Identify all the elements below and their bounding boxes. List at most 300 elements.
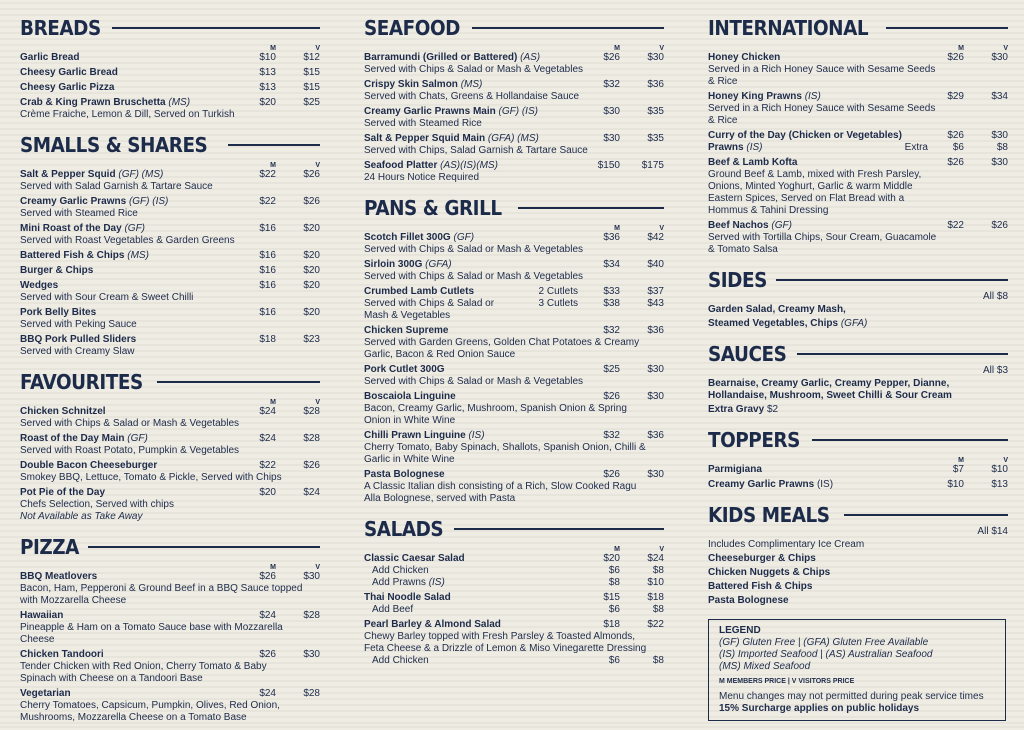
header-rule: [776, 279, 1008, 281]
visitor-price: $18: [647, 592, 664, 603]
item-row: [364, 106, 664, 118]
visitor-price: $26: [303, 196, 320, 207]
menu-item: [20, 265, 320, 277]
menu-item: [20, 406, 320, 430]
section-line: [708, 581, 1008, 593]
item-row: [364, 619, 664, 631]
menu-item: [364, 160, 664, 184]
line-text: Pasta Bolognese: [708, 595, 789, 606]
item-description: Served with Tortilla Chips, Sour Cream, Guacamole & Tomato Salsa: [708, 232, 937, 255]
item-name: [364, 619, 584, 631]
addon-name: [372, 604, 584, 616]
item-row: [364, 430, 664, 442]
all-price: All $3: [982, 365, 1008, 376]
menu-item: [20, 487, 320, 523]
menu-item: [20, 223, 320, 247]
section-header: [20, 127, 320, 169]
item-note-text: Not Available as Take Away: [20, 511, 143, 522]
menu-item: [364, 106, 664, 130]
line-text: Extra Gravy: [708, 404, 765, 415]
legend-box: [708, 619, 1006, 721]
menu-item: [708, 91, 1008, 127]
menu-item: [364, 592, 664, 616]
item-name: [708, 91, 928, 103]
item-name-text: Wedges: [20, 280, 59, 291]
item-row: [20, 169, 320, 181]
member-price: $22: [259, 196, 276, 207]
menu-column-right: [708, 10, 1008, 721]
dietary-tag: (GF) (MS): [118, 169, 164, 180]
item-description: 24 Hours Notice Required: [364, 172, 480, 183]
item-description: Served with Chats, Greens & Hollandaise Sauce: [364, 91, 580, 102]
member-price: $13: [259, 82, 276, 93]
item-row: [20, 406, 320, 418]
section-items: [364, 232, 664, 505]
item-row: [20, 334, 320, 346]
visitor-price: $8: [996, 142, 1008, 153]
visitors-label: V: [315, 162, 320, 169]
member-price: $18: [259, 334, 276, 345]
menu-item: [364, 79, 664, 103]
item-name: [364, 592, 584, 604]
visitor-price: $30: [647, 52, 664, 63]
member-price: $20: [259, 97, 276, 108]
dietary-tag: (AS): [520, 52, 541, 63]
members-label: M: [614, 45, 620, 52]
member-price: $26: [259, 571, 276, 582]
menu-item: [20, 433, 320, 457]
header-rule: [228, 144, 320, 146]
member-price: $38: [603, 298, 620, 309]
item-name-text: Creamy Garlic Prawns: [20, 196, 127, 207]
item-description: Ground Beef & Lamb, mixed with Fresh Parsley, Onions, Minted Yoghurt, Garlic & warm Middle Eastern Spices, Served on Flat Bread with a Hommus & Tahini Dressing: [708, 169, 922, 216]
members-label: M: [270, 162, 276, 169]
item-row: [708, 464, 1008, 476]
member-price: $6: [952, 142, 964, 153]
section-items: [20, 52, 320, 121]
member-price: $26: [603, 52, 620, 63]
item-row: [20, 487, 320, 499]
menu-item: [20, 610, 320, 646]
dietary-tag: (GFA): [840, 318, 868, 329]
member-price: $26: [259, 649, 276, 660]
price-column-labels: [240, 399, 320, 406]
item-description: Served with Peking Sauce: [20, 319, 137, 330]
item-name-text: Chilli Prawn Linguine: [364, 430, 466, 441]
item-name: [364, 430, 584, 442]
member-price: $6: [608, 655, 620, 666]
section-title: PANS & GRILL: [364, 196, 502, 220]
legend-text: (IS) Imported Seafood | (AS) Australian Seafood: [719, 649, 933, 660]
visitor-price: $42: [647, 232, 664, 243]
item-name-text: Double Bacon Cheeseburger: [20, 460, 158, 471]
item-name: [364, 232, 584, 244]
member-price: $26: [947, 157, 964, 168]
item-description: Tender Chicken with Red Onion, Cherry Tomato & Baby Spinach with Cheese on a Tandoori Base: [20, 661, 267, 684]
section-header: [708, 262, 1008, 302]
visitor-price: $30: [303, 571, 320, 582]
item-name-text: Roast of the Day Main: [20, 433, 125, 444]
item-row: [20, 307, 320, 319]
item-description: Served with Chips & Salad or Mash & Vegetables: [364, 271, 584, 282]
section-title: PIZZA: [20, 535, 79, 559]
item-name: [364, 286, 539, 298]
visitor-price: $36: [647, 79, 664, 90]
item-name-text: Pork Belly Bites: [20, 307, 97, 318]
item-description: Served with Chips & Salad or Mash & Vegetables: [364, 376, 584, 387]
section-pizza: [20, 529, 320, 724]
item-row: [364, 133, 664, 145]
member-price: $22: [947, 220, 964, 231]
item-name-text: Chicken Supreme: [364, 325, 449, 336]
dietary-tag: (IS): [428, 577, 445, 588]
item-name-text: Creamy Garlic Prawns: [708, 479, 815, 490]
item-name-text: Beef & Lamb Kofta: [708, 157, 798, 168]
visitor-price: $36: [647, 430, 664, 441]
item-description: Bacon, Creamy Garlic, Mushroom, Spanish Onion & Spring Onion in White Wine: [364, 403, 627, 426]
section-international: [708, 10, 1008, 256]
section-items: [364, 553, 664, 667]
legend-line: [719, 661, 995, 673]
item-name-text: Sirloin 300G: [364, 259, 423, 270]
item-name-text: Parmigiana: [708, 464, 762, 475]
member-price: $7: [952, 464, 964, 475]
header-rule: [797, 353, 1008, 355]
line-text: Cheeseburger & Chips: [708, 553, 816, 564]
item-name: [20, 649, 240, 661]
item-name: [20, 460, 240, 472]
addon-text: Add Beef: [372, 604, 414, 615]
header-rule: [886, 27, 1008, 29]
member-price: $29: [947, 91, 964, 102]
section-line: [708, 378, 1008, 402]
item-description: Served with Steamed Rice: [364, 118, 482, 129]
header-rule: [88, 546, 320, 548]
item-name: [20, 67, 240, 79]
menu-item: [364, 133, 664, 157]
section-items: [708, 464, 1008, 491]
item-description: Bacon, Ham, Pepperoni & Ground Beef in a BBQ Sauce topped with Mozzarella Cheese: [20, 583, 303, 606]
section-items: [708, 539, 1008, 607]
item-name: [364, 160, 584, 172]
item-description: Served with Chips, Salad Garnish & Tartare Sauce: [364, 145, 588, 156]
menu-item: [20, 250, 320, 262]
item-name: [364, 364, 584, 376]
section-title: BREADS: [20, 16, 101, 40]
visitor-price: $35: [647, 106, 664, 117]
section-line: [708, 404, 1008, 416]
line-text: Chicken Nuggets & Chips: [708, 567, 831, 578]
visitor-price: $40: [647, 259, 664, 270]
item-name: [20, 334, 240, 346]
dietary-tag: (MS): [168, 97, 191, 108]
item-name-text: Salt & Pepper Squid Main: [364, 133, 486, 144]
visitor-price: $28: [303, 688, 320, 699]
item-row: [20, 52, 320, 64]
item-row: [364, 259, 664, 271]
menu-item: [20, 307, 320, 331]
item-name-text: Boscaiola Linguine: [364, 391, 456, 402]
member-price: $15: [603, 592, 620, 603]
menu-item: [20, 688, 320, 724]
visitor-price: $24: [647, 553, 664, 564]
item-description: Served with Chips & Salad or Mash & Vegetables: [364, 64, 584, 75]
dietary-tag: (GF): [127, 433, 148, 444]
menu-item: [364, 325, 664, 361]
item-note: [20, 511, 320, 523]
item-name: [20, 307, 240, 319]
visitor-price: $20: [303, 223, 320, 234]
visitor-price: $30: [991, 130, 1008, 141]
member-price: $22: [259, 460, 276, 471]
member-price: $32: [603, 430, 620, 441]
legend-note: Menu changes may not permitted during peak service times: [719, 691, 984, 702]
section-line: [708, 318, 1008, 330]
price-column-labels: [928, 457, 1008, 464]
dietary-tag: (MS): [127, 250, 149, 261]
item-row: [708, 142, 1008, 154]
item-description: Mash & Vegetables: [364, 310, 451, 321]
visitor-price: $20: [303, 307, 320, 318]
item-row: [708, 91, 1008, 103]
member-price: $6: [608, 565, 620, 576]
section-header: [364, 511, 664, 553]
visitors-label: V: [315, 45, 320, 52]
item-name: [20, 196, 240, 208]
item-name: [20, 265, 240, 277]
visitor-price: $8: [652, 565, 664, 576]
item-name-text: Beef Nachos: [708, 220, 769, 231]
visitor-price: $35: [647, 133, 664, 144]
members-label: M: [270, 564, 276, 571]
item-row: [708, 479, 1008, 491]
item-name-text: Burger & Chips: [20, 265, 94, 276]
item-name: [20, 406, 240, 418]
menu-column-middle: [364, 10, 664, 673]
dietary-tag: (AS)(IS)(MS): [440, 160, 498, 171]
section-items: [20, 169, 320, 358]
member-price: $16: [259, 307, 276, 318]
header-rule: [454, 528, 664, 530]
line-text: Includes Complimentary Ice Cream: [708, 539, 865, 550]
item-name: [364, 553, 584, 565]
item-row: [20, 265, 320, 277]
item-row: [20, 223, 320, 235]
section-line: [708, 304, 1008, 316]
legend-text: (MS) Mixed Seafood: [719, 661, 811, 672]
section-title: FAVOURITES: [20, 370, 143, 394]
section-favourites: [20, 364, 320, 523]
visitor-price: $20: [303, 265, 320, 276]
item-name: [364, 52, 584, 64]
member-price: $24: [259, 406, 276, 417]
item-description: Smokey BBQ, Lettuce, Tomato & Pickle, Served with Chips: [20, 472, 282, 483]
item-row: [364, 298, 664, 310]
item-name-text: Mini Roast of the Day: [20, 223, 122, 234]
section-pans-grill: [364, 190, 664, 505]
visitor-price: $30: [991, 52, 1008, 63]
visitors-label: V: [659, 225, 664, 232]
menu-item: [708, 130, 1008, 154]
dietary-tag: (IS): [746, 142, 763, 153]
header-rule: [518, 207, 664, 209]
menu-item: [364, 52, 664, 76]
member-price: $30: [603, 133, 620, 144]
dietary-tag: (GF) (IS): [128, 196, 169, 207]
visitor-price: $28: [303, 406, 320, 417]
section-breads: [20, 10, 320, 121]
item-row: [20, 280, 320, 292]
item-row: [708, 220, 1008, 232]
line-text: Battered Fish & Chips: [708, 581, 813, 592]
addon-text: Add Prawns: [372, 577, 426, 588]
member-price: $26: [603, 469, 620, 480]
item-row: [364, 325, 664, 337]
item-row: [708, 52, 1008, 64]
section-line: [708, 595, 1008, 607]
section-sauces: [708, 336, 1008, 416]
item-row: [20, 571, 320, 583]
section-items: [364, 52, 664, 184]
dietary-tag: (GF): [453, 232, 475, 243]
price-column-labels: [584, 45, 664, 52]
item-name: [364, 106, 584, 118]
menu-item: [20, 169, 320, 193]
member-price: $20: [603, 553, 620, 564]
item-row: [364, 469, 664, 481]
header-rule: [472, 27, 664, 29]
section-header: [364, 190, 664, 232]
addon-name: [372, 655, 584, 667]
item-row: [20, 196, 320, 208]
menu-item: [364, 391, 664, 427]
visitor-price: $34: [991, 91, 1008, 102]
line-text: Garden Salad, Creamy Mash,: [708, 304, 846, 315]
item-description: Served with Garden Greens, Golden Chat Potatoes & Creamy Garlic, Bacon & Red Onion Sauce: [364, 337, 640, 360]
item-name-text: Scotch Fillet 300G: [364, 232, 451, 243]
item-name-text: Curry of the Day (Chicken or Vegetables): [708, 130, 902, 141]
price-column-labels: [240, 564, 320, 571]
visitors-label: V: [315, 399, 320, 406]
section-header: [708, 497, 1008, 537]
visitor-price: $28: [303, 610, 320, 621]
section-sides: [708, 262, 1008, 330]
item-description: Served with Sour Cream & Sweet Chilli: [20, 292, 194, 303]
visitor-price: $15: [303, 82, 320, 93]
item-name-text: Classic Caesar Salad: [364, 553, 465, 564]
member-price: $16: [259, 280, 276, 291]
dietary-tag: (GF): [124, 223, 146, 234]
item-name-text: Cheesy Garlic Bread: [20, 67, 118, 78]
dietary-tag: (GF): [771, 220, 792, 231]
item-name: [20, 52, 240, 64]
member-price: $34: [603, 259, 620, 270]
item-description: Served with Steamed Rice: [20, 208, 138, 219]
menu-item: [708, 464, 1008, 476]
members-label: M: [614, 546, 620, 553]
menu-item: [20, 52, 320, 64]
addon-row: [364, 565, 664, 577]
menu-item: [364, 619, 664, 667]
item-description: Served with Creamy Slaw: [20, 346, 135, 357]
members-label: M: [958, 45, 964, 52]
price-column-labels: [928, 45, 1008, 52]
members-label: M: [958, 457, 964, 464]
section-items: [20, 571, 320, 724]
item-row: [364, 79, 664, 91]
item-name: [708, 52, 928, 64]
section-title: INTERNATIONAL: [708, 16, 869, 40]
item-row: [364, 160, 664, 172]
member-price: $32: [603, 79, 620, 90]
line-price: $2: [766, 404, 779, 415]
item-description: Served with Roast Potato, Pumpkin & Vegetables: [20, 445, 240, 456]
item-name: [20, 487, 240, 499]
header-rule: [112, 27, 320, 29]
item-name: [20, 250, 240, 262]
visitor-price: $26: [991, 220, 1008, 231]
item-name: [20, 571, 240, 583]
visitor-price: $10: [647, 577, 664, 588]
section-header: [20, 10, 320, 52]
menu-column-left: [20, 10, 320, 730]
dietary-tag: (IS): [804, 91, 821, 102]
item-name-text: Salt & Pepper Squid: [20, 169, 116, 180]
member-price: $22: [259, 169, 276, 180]
legend-line: [719, 637, 995, 649]
item-row: [20, 649, 320, 661]
price-column-labels: [240, 45, 320, 52]
visitor-price: $30: [991, 157, 1008, 168]
visitor-price: $13: [991, 479, 1008, 490]
member-price: $36: [603, 232, 620, 243]
option-label: 2 Cutlets: [538, 286, 578, 297]
item-name-text: Thai Noodle Salad: [364, 592, 451, 603]
item-name-text: Chicken Schnitzel: [20, 406, 106, 417]
item-name: [364, 469, 584, 481]
item-description: Served with Roast Vegetables & Garden Greens: [20, 235, 235, 246]
item-row: [364, 553, 664, 565]
line-text: Steamed Vegetables, Chips: [708, 318, 839, 329]
visitor-price: $23: [303, 334, 320, 345]
item-name-text: Honey Chicken: [708, 52, 781, 63]
item-name-text: Crab & King Prawn Bruschetta: [20, 97, 166, 108]
menu-item: [364, 364, 664, 388]
menu-item: [20, 196, 320, 220]
members-label: M: [270, 399, 276, 406]
addon-text: Add Chicken: [372, 655, 429, 666]
item-name: [708, 464, 928, 476]
section-smalls-shares: [20, 127, 320, 358]
member-price: $24: [259, 610, 276, 621]
item-name-text: Crispy Skin Salmon: [364, 79, 458, 90]
menu-item: [708, 52, 1008, 88]
item-name-text: Creamy Garlic Prawns Main: [364, 106, 496, 117]
header-rule: [157, 381, 320, 383]
visitor-price: $175: [641, 160, 664, 171]
visitor-price: $10: [991, 464, 1008, 475]
menu-item: [708, 479, 1008, 491]
item-name-text: BBQ Pork Pulled Sliders: [20, 334, 137, 345]
menu-item: [364, 553, 664, 589]
dietary-tag: (GFA) (MS): [487, 133, 539, 144]
visitor-price: $36: [647, 325, 664, 336]
item-name: [364, 391, 584, 403]
addon-row: [364, 604, 664, 616]
section-line: [708, 567, 1008, 579]
visitors-label: V: [1003, 457, 1008, 464]
menu-item: [364, 286, 664, 322]
